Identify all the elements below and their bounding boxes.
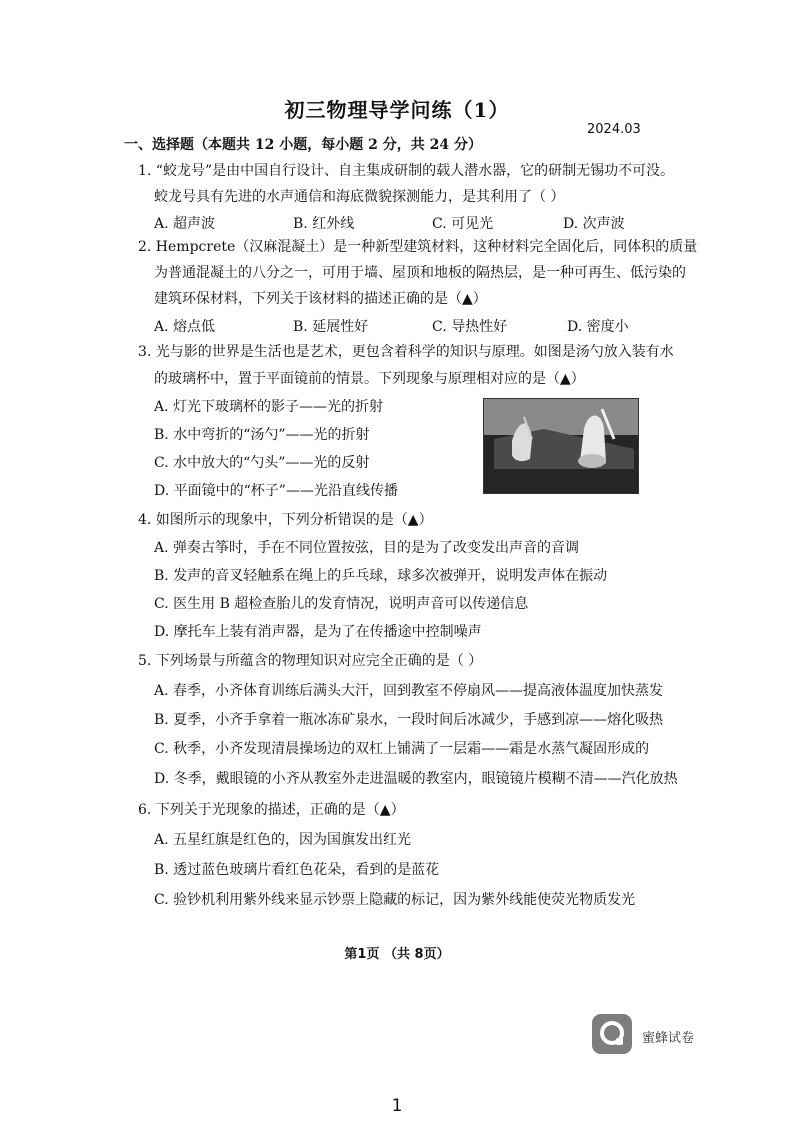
q4-option-c: C. 医生用 B 超检查胎儿的发育情况，说明声音可以传递信息 <box>154 596 529 612</box>
spoon-glass-image <box>484 399 638 493</box>
q6-option-c: C. 验钞机利用紫外线来显示钞票上隐藏的标记，因为紫外线能使荧光物质发光 <box>154 892 636 908</box>
exam-date: 2024.03 <box>587 122 641 137</box>
q3-option-d: D. 平面镜中的“杯子”——光沿直线传播 <box>154 483 398 499</box>
q3-option-b: B. 水中弯折的“汤勺”——光的折射 <box>154 427 370 443</box>
q2-line2: 为普通混凝土的八分之一，可用于墙、屋顶和地板的隔热层，是一种可再生、低污染的 <box>154 265 686 281</box>
page-title: 初三物理导学问练（1） <box>284 98 510 122</box>
q4-option-d: D. 摩托车上装有消声器，是为了在传播途中控制噪声 <box>154 624 482 640</box>
q2-line3: 建筑环保材料，下列关于该材料的描述正确的是（▲） <box>154 291 487 307</box>
q4-option-a: A. 弹奏古筝时，手在不同位置按弦，目的是为了改变发出声音的音调 <box>154 540 580 556</box>
q1-option-a: A. 超声波 <box>154 216 216 232</box>
q1-option-c: C. 可见光 <box>432 216 494 232</box>
q1-line2: 蛟龙号具有先进的水声通信和海底微貌探测能力，是其利用了（ ） <box>154 189 565 205</box>
q2-option-d: D. 密度小 <box>567 319 629 335</box>
section-heading: 一、选择题（本题共 12 小题，每小题 2 分，共 24 分） <box>124 137 482 153</box>
spoon-glass-photo <box>483 398 639 494</box>
q1-option-b: B. 红外线 <box>293 216 355 232</box>
q1-line1: 1. “蛟龙号”是由中国自行设计、自主集成研制的载人潜水器，它的研制无锡功不可没。 <box>138 163 675 179</box>
q3-line1: 3. 光与影的世界是生活也是艺术，更包含着科学的知识与原理。如图是汤勺放入装有水 <box>138 344 674 360</box>
q4-option-b: B. 发声的音叉轻触系在绳上的乒乓球，球多次被弹开，说明发声体在振动 <box>154 568 608 584</box>
q2-option-c: C. 导热性好 <box>432 319 508 335</box>
q6-option-b: B. 透过蓝色玻璃片看红色花朵，看到的是蓝花 <box>154 862 440 878</box>
q5-option-d: D. 冬季，戴眼镜的小齐从教室外走进温暖的教室内，眼镜镜片模糊不清——汽化放热 <box>154 771 678 787</box>
q2-option-a: A. 熔点低 <box>154 319 216 335</box>
q4-line1: 4. 如图所示的现象中，下列分析错误的是（▲） <box>138 512 433 528</box>
q3-option-c: C. 水中放大的“勺头”——光的反射 <box>154 455 370 471</box>
q6-option-a: A. 五星红旗是红色的，因为国旗发出红光 <box>154 832 412 848</box>
q2-option-b: B. 延展性好 <box>293 319 369 335</box>
brand-name: 蜜蜂试卷 <box>642 1031 695 1046</box>
page-info: 第1页 （共 8页） <box>344 947 450 962</box>
q5-option-a: A. 春季，小齐体育训练后满头大汗，回到教室不停扇风——提高液体温度加快蒸发 <box>154 683 664 699</box>
page-number: 1 <box>391 1096 403 1116</box>
q3-option-a: A. 灯光下玻璃杯的影子——光的折射 <box>154 399 384 415</box>
q2-line1: 2. Hempcrete（汉麻混凝土）是一种新型建筑材料，这种材料完全固化后，同体积的质量 <box>138 239 698 255</box>
q3-line2: 的玻璃杯中，置于平面镜前的情景。下列现象与原理相对应的是（▲） <box>154 371 585 387</box>
q1-option-d: D. 次声波 <box>563 216 625 232</box>
q5-option-c: C. 秋季，小齐发现清晨操场边的双杠上铺满了一层霜——霜是水蒸气凝固形成的 <box>154 741 650 757</box>
q5-option-b: B. 夏季，小齐手拿着一瓶冰冻矿泉水，一段时间后冰减少，手感到凉——熔化吸热 <box>154 712 664 728</box>
q5-line1: 5. 下列场景与所蕴含的物理知识对应完全正确的是（ ） <box>138 653 483 669</box>
q6-line1: 6. 下列关于光现象的描述，正确的是（▲） <box>138 802 405 818</box>
brand-logo-icon <box>592 1014 632 1054</box>
